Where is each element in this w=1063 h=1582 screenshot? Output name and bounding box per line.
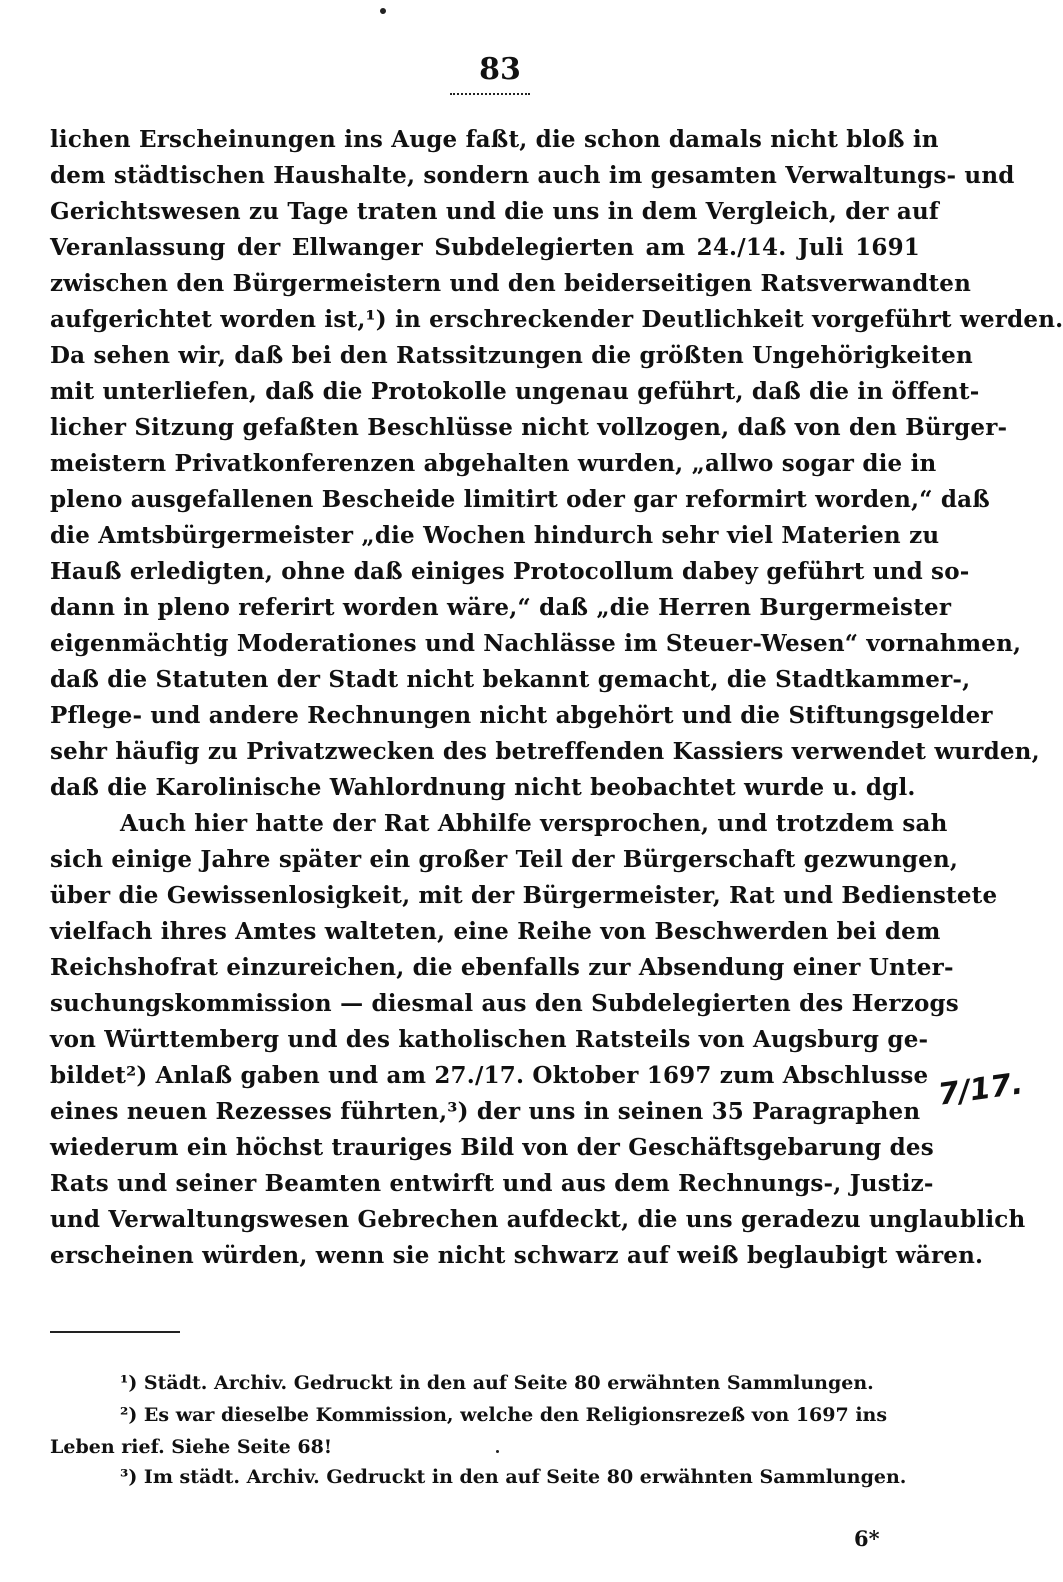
body-line: bildet²) Anlaß gaben und am 27./17. Oktober 1697 zum Abschlusse (50, 1062, 929, 1089)
body-line: Gerichtswesen zu Tage traten und die uns in dem Vergleich, der auf (50, 198, 940, 225)
body-line: sehr häufig zu Privatzwecken des betreffenden Kassiers verwendet wurden, (50, 738, 1040, 765)
body-line: Pflege- und andere Rechnungen nicht abgehört und die Stiftungsgelder (50, 702, 993, 729)
body-line: Reichshofrat einzureichen, die ebenfalls zur Absendung einer Unter- (50, 954, 954, 981)
body-line: und Verwaltungswesen Gebrechen aufdeckt, die uns geradezu unglaublich (50, 1206, 1026, 1233)
body-line: über die Gewissenlosigkeit, mit der Bürgermeister, Rat und Bedienstete (50, 882, 998, 909)
body-line: zwischen den Bürgermeistern und den beiderseitigen Ratsverwandten (50, 270, 972, 297)
body-line: Veranlassung der Ellwanger Subdelegierten am 24./14. Juli 1691 (50, 234, 920, 261)
body-line: dem städtischen Haushalte, sondern auch im gesamten Verwaltungs- und (50, 162, 1015, 189)
ink-speck (496, 1450, 499, 1453)
footnote-1: ¹) Städt. Archiv. Gedruckt in den auf Seite 80 erwähnten Sammlungen. (120, 1372, 874, 1394)
body-line: pleno ausgefallenen Bescheide limitirt oder gar reformirt worden,“ daß (50, 486, 990, 513)
ink-speck-top (380, 8, 386, 14)
body-line: wiederum ein höchst trauriges Bild von der Geschäftsgebarung des (50, 1134, 934, 1161)
footnote-3: ³) Im städt. Archiv. Gedruckt in den auf Seite 80 erwähnten Sammlungen. (120, 1466, 907, 1488)
body-line: vielfach ihres Amtes walteten, eine Reihe von Beschwerden bei dem (50, 918, 941, 945)
handwritten-margin-note: 7/17. (935, 1066, 1026, 1113)
body-line: licher Sitzung gefaßten Beschlüsse nicht vollzogen, daß von den Bürger- (50, 414, 1008, 441)
body-line: eigenmächtig Moderationes und Nachlässe im Steuer-Wesen“ vornahmen, (50, 630, 1022, 657)
body-line: meistern Privatkonferenzen abgehalten wurden, „allwo sogar die in (50, 450, 937, 477)
body-line: sich einige Jahre später ein großer Teil der Bürgerschaft gezwungen, (50, 846, 959, 873)
body-line: aufgerichtet worden ist,¹) in erschreckender Deutlichkeit vorgeführt werden. (50, 306, 1063, 333)
page-number: 83 (479, 52, 521, 87)
footnote-2: ²) Es war dieselbe Kommission, welche den Religionsrezeß von 1697 ins (120, 1404, 888, 1426)
body-line: daß die Statuten der Stadt nicht bekannt gemacht, die Stadtkammer-, (50, 666, 971, 693)
body-line: von Württemberg und des katholischen Ratsteils von Augsburg ge- (50, 1026, 929, 1053)
page-number-rule (450, 93, 530, 95)
printer-signature-mark: 6* (854, 1526, 880, 1551)
body-line: Hauß erledigten, ohne daß einiges Protocollum dabey geführt und so- (50, 558, 970, 585)
body-line: lichen Erscheinungen ins Auge faßt, die schon damals nicht bloß in (50, 126, 939, 153)
body-line: mit unterliefen, daß die Protokolle ungenau geführt, daß die in öffent- (50, 378, 980, 405)
body-line: erscheinen würden, wenn sie nicht schwarz auf weiß beglaubigt wären. (50, 1242, 984, 1269)
body-line: Rats und seiner Beamten entwirft und aus dem Rechnungs-, Justiz- (50, 1170, 934, 1197)
body-line: daß die Karolinische Wahlordnung nicht beobachtet wurde u. dgl. (50, 774, 916, 801)
body-line: Auch hier hatte der Rat Abhilfe versprochen, und trotzdem sah (120, 810, 948, 837)
body-line: dann in pleno referirt worden wäre,“ daß „die Herren Burgermeister (50, 594, 952, 621)
body-line: die Amtsbürgermeister „die Wochen hindurch sehr viel Materien zu (50, 522, 940, 549)
body-line: suchungskommission — diesmal aus den Subdelegierten des Herzogs (50, 990, 959, 1017)
footnote-2-continued: Leben rief. Siehe Seite 68! (50, 1436, 333, 1458)
footnote-rule (50, 1331, 180, 1333)
body-line: eines neuen Rezesses führten,³) der uns in seinen 35 Paragraphen (50, 1098, 921, 1125)
body-line: Da sehen wir, daß bei den Ratssitzungen die größten Ungehörigkeiten (50, 342, 973, 369)
